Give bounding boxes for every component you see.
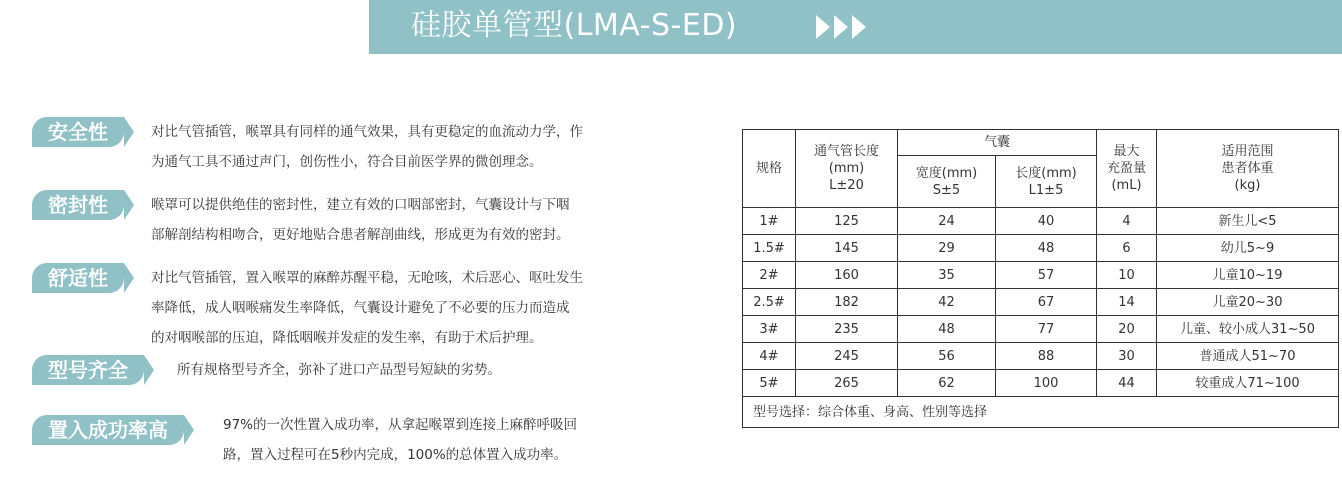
- table-row: [743, 289, 1339, 316]
- header-line: (kg): [1234, 178, 1261, 193]
- table-cell: 5#: [743, 370, 796, 397]
- table-cell: 3#: [743, 316, 796, 343]
- table-row: [743, 235, 1339, 262]
- table-cell: 35: [898, 262, 996, 289]
- table-cell: 57: [996, 262, 1097, 289]
- table-cell: 普通成人51~70: [1157, 343, 1339, 370]
- table-note-row: [743, 397, 1339, 428]
- header-spec: 规格: [743, 130, 796, 208]
- header-line: L1±5: [1028, 182, 1064, 198]
- description-line: 喉罩可以提供绝佳的密封性，建立有效的口咽部密封，气囊设计与下咽: [151, 197, 570, 213]
- table-cell: 较重成人71~100: [1157, 370, 1339, 397]
- table-cell: 62: [898, 370, 996, 397]
- table-cell: 77: [996, 316, 1097, 343]
- header-line: 适用范围: [1221, 144, 1274, 159]
- feature-description: [151, 263, 583, 353]
- header-line: L±20: [829, 178, 864, 193]
- header-weight-range: [1157, 130, 1339, 208]
- table-cell: 160: [796, 262, 898, 289]
- spec-table: [742, 129, 1339, 428]
- table-row: [743, 343, 1339, 370]
- table-cell: 56: [898, 343, 996, 370]
- table-row: [743, 370, 1339, 397]
- table-cell: 儿童10~19: [1157, 262, 1339, 289]
- header-line: S±5: [932, 182, 961, 198]
- header-cuff: 气囊: [898, 130, 1097, 156]
- table-cell: 67: [996, 289, 1097, 316]
- table-cell: 48: [996, 235, 1097, 262]
- table-cell: 新生儿<5: [1157, 208, 1339, 235]
- table-cell: 42: [898, 289, 996, 316]
- description-line: 为通气工具不通过声门，创伤性小，符合目前医学界的微创理念。: [151, 154, 543, 170]
- description-line: 所有规格型号齐全，弥补了进口产品型号短缺的劣势。: [177, 362, 501, 378]
- description-line: 部解剖结构相吻合，更好地贴合患者解剖曲线，形成更为有效的密封。: [151, 227, 570, 243]
- description-line: 的对咽喉部的压迫，降低咽喉并发症的发生率，有助于术后护理。: [151, 330, 543, 346]
- table-cell: 1.5#: [743, 235, 796, 262]
- triple-arrow-icon: [816, 15, 870, 43]
- title-banner: [369, 0, 1342, 54]
- table-row: [743, 316, 1339, 343]
- description-line: 对比气管插管，置入喉罩的麻醉苏醒平稳，无呛咳，术后恶心、呕吐发生: [151, 270, 583, 286]
- table-cell: 100: [996, 370, 1097, 397]
- table-cell: 6: [1097, 235, 1157, 262]
- feature-badge-safety: 安全性: [32, 117, 124, 147]
- feature-description: [151, 117, 583, 177]
- table-note: 型号选择：综合体重、身高、性别等选择: [743, 397, 1339, 428]
- table-cell: 44: [1097, 370, 1157, 397]
- feature-description: [223, 410, 577, 470]
- table-cell: 30: [1097, 343, 1157, 370]
- feature-badge-complete-sizes: 型号齐全: [32, 355, 144, 385]
- description-line: 率降低，成人咽喉痛发生率降低，气囊设计避免了不必要的压力而造成: [151, 300, 570, 316]
- table-cell: 10: [1097, 262, 1157, 289]
- table-row: [743, 208, 1339, 235]
- table-cell: 88: [996, 343, 1097, 370]
- header-line: 充盈量: [1106, 161, 1146, 176]
- table-cell: 235: [796, 316, 898, 343]
- header-cuff-width: [898, 156, 996, 208]
- feature-badge-success-rate: 置入成功率高: [32, 415, 184, 445]
- table-cell: 1#: [743, 208, 796, 235]
- feature-description: [151, 190, 570, 250]
- table-cell: 14: [1097, 289, 1157, 316]
- table-cell: 4: [1097, 208, 1157, 235]
- table-cell: 40: [996, 208, 1097, 235]
- table-cell: 4#: [743, 343, 796, 370]
- feature-description: [177, 355, 501, 385]
- table-cell: 儿童、较小成人31~50: [1157, 316, 1339, 343]
- table-cell: 245: [796, 343, 898, 370]
- table-cell: 24: [898, 208, 996, 235]
- header-line: 通气管长度: [813, 144, 879, 159]
- page-title: 硅胶单管型(LMA-S-ED): [411, 8, 738, 43]
- description-line: 97%的一次性置入成功率，从拿起喉罩到连接上麻醉呼吸回: [223, 417, 578, 433]
- header-airway-length: [796, 130, 898, 208]
- description-line: 路，置入过程可在5秒内完成，100%的总体置入成功率。: [223, 447, 568, 463]
- header-cuff-length: [996, 156, 1097, 208]
- table-cell: 20: [1097, 316, 1157, 343]
- table-cell: 48: [898, 316, 996, 343]
- header-max-inflation: [1097, 130, 1157, 208]
- header-line: 最大: [1113, 144, 1140, 159]
- table-cell: 145: [796, 235, 898, 262]
- feature-badge-seal: 密封性: [32, 190, 124, 220]
- feature-badge-comfort: 舒适性: [32, 263, 124, 293]
- header-line: 宽度(mm): [915, 165, 978, 181]
- table-cell: 儿童20~30: [1157, 289, 1339, 316]
- table-cell: 265: [796, 370, 898, 397]
- table-header-row: [743, 130, 1339, 156]
- table-cell: 2#: [743, 262, 796, 289]
- description-line: 对比气管插管，喉罩具有同样的通气效果，具有更稳定的血流动力学，作: [151, 124, 583, 140]
- header-line: (mm): [828, 161, 865, 176]
- table-cell: 29: [898, 235, 996, 262]
- table-cell: 2.5#: [743, 289, 796, 316]
- table-cell: 125: [796, 208, 898, 235]
- header-line: 长度(mm): [1015, 165, 1077, 181]
- table-cell: 182: [796, 289, 898, 316]
- header-line: (mL): [1111, 178, 1142, 193]
- table-row: [743, 262, 1339, 289]
- table-cell: 幼儿5~9: [1157, 235, 1339, 262]
- header-line: 患者体重: [1221, 161, 1274, 176]
